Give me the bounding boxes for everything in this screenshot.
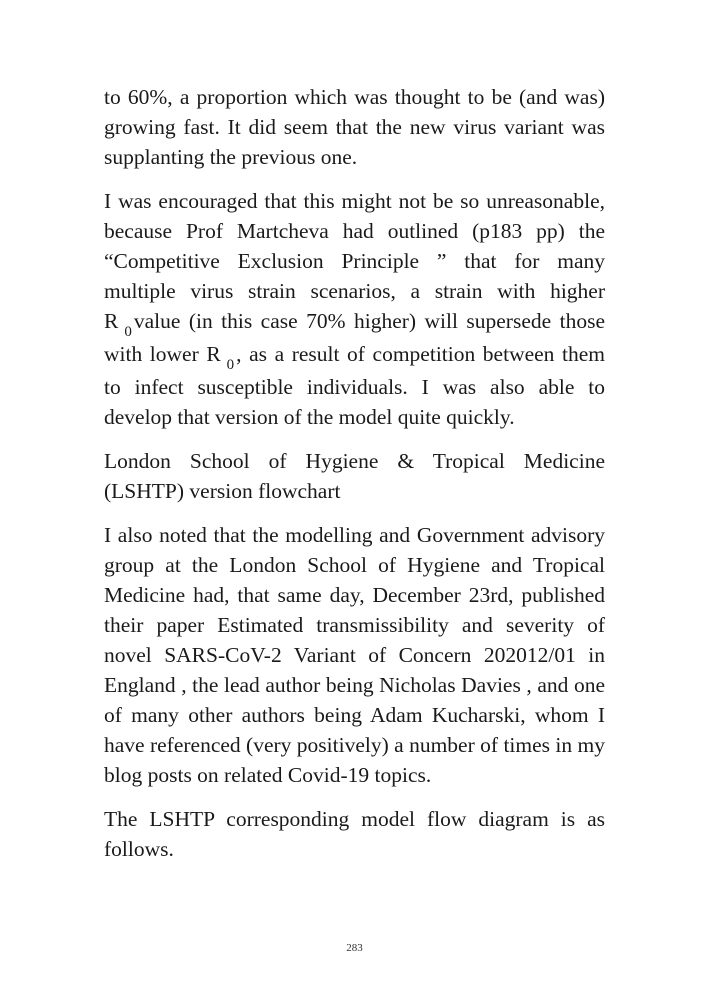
page-body (104, 82, 605, 878)
section-heading-lshtp-flowchart: London School of Hygiene & Tropical Medicine (LSHTP) version flowchart (104, 449, 605, 503)
paragraph-lshtm-paper: I also noted that the modelling and Government advisory group at the London School of Hygiene and Tropical Medicine had, that same day, December 23rd, published their paper Estimated transmissibility and severity of novel SARS-CoV-2 Variant of Concern 202012/01 in England , the lead author being Nicholas Davies , and one of many other authors being Adam Kucharski, whom I have referenced (very positively) a number of times in my blog posts on related Covid-19 topics. (104, 523, 605, 787)
paragraph-flow-diagram-intro: The LSHTP corresponding model flow diagram is as follows. (104, 807, 605, 861)
subscript-zero: 0 (124, 324, 132, 340)
subscript-zero: 0 (226, 357, 235, 373)
paragraph-text-part: I was encouraged that this might not be so unreasonable, because Prof Martcheva had outlined (p183 pp) the “Competitive Exclusion Principle ” that for many multiple virus strain scenarios, a strain with higher R (104, 189, 605, 333)
paragraph-competitive-exclusion (104, 186, 605, 432)
paragraph-text-part: , as a result of competition between them to infect susceptible individuals. I was also able to develop that version of the model quite quickly. (104, 342, 605, 429)
paragraph-variant-proportion: to 60%, a proportion which was thought to be (and was) growing fast. It did seem that the new virus variant was supplanting the previous one. (104, 85, 605, 169)
page-number: 283 (346, 942, 363, 954)
paragraph-text-part: value (in this case 70% higher) will supersede those with lower R (104, 309, 605, 366)
